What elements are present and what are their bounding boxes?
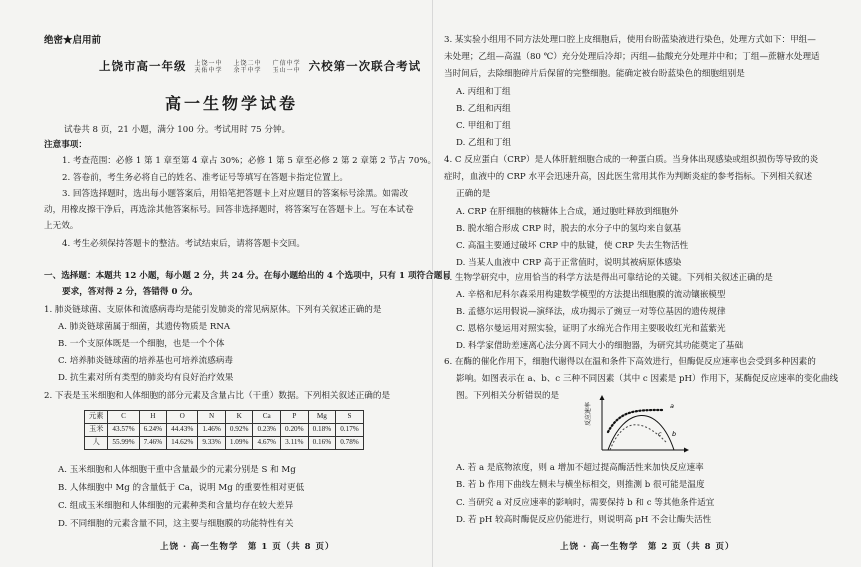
question-3-option: C. 甲组和丁组 — [456, 121, 511, 131]
question-1-option: B. 一个支原体既是一个细胞，也是一个个体 — [58, 339, 225, 349]
school-pair-2: 上饶二中 余干中学 — [233, 60, 262, 74]
question-6-stem: 影响。如图表示在 a、b、c 三种不同因素（其中 c 因素是 pH）作用下，某酶促反应速率的变化曲线 — [456, 374, 839, 384]
table-cell: 0.23% — [253, 424, 281, 437]
question-2-option: C. 组成玉米细胞和人体细胞的元素种类和含量均存在较大差异 — [58, 501, 294, 511]
school-pair-1: 上饶一中 天佑中学 — [194, 60, 223, 74]
exam-page-2 — [432, 0, 861, 567]
school-suffix: 六校第一次联合考试 — [308, 59, 422, 73]
table-cell: 3.11% — [281, 437, 309, 450]
curve-label-b: b — [672, 430, 677, 438]
section-1-heading: 要求，答对得 2 分，答错得 0 分。 — [62, 287, 198, 297]
question-4-stem: 4. C 反应蛋白（CRP）是人体肝脏细胞合成的一种蛋白质。当身体出现感染或组织损伤等导致的炎 — [444, 155, 819, 165]
y-axis-label: 反应速率 — [585, 401, 592, 427]
curve-label-c: c — [658, 430, 662, 438]
question-3-option: D. 乙组和丁组 — [456, 138, 512, 148]
table-cell: 0.92% — [225, 424, 253, 437]
question-5-option: D. 科学家借助差速离心法分离不同大小的细胞器，为研究其功能奠定了基础 — [456, 341, 744, 351]
notice-item: 上无效。 — [44, 221, 79, 231]
notice-item: 1. 考查范围：必修 1 第 1 章至第 4 章占 30%；必修 1 第 5 章至必修 2 第 2 章第 2 节占 70%。 — [62, 156, 437, 166]
table-cell: H — [139, 411, 167, 424]
question-6-option: A. 若 a 是底物浓度，则 a 增加不超过提高酶活性来加快反应速率 — [456, 463, 704, 473]
question-2-option: A. 玉米细胞和人体细胞干重中含量最少的元素分别是 S 和 Mg — [58, 465, 296, 475]
notice-title: 注意事项： — [44, 140, 87, 150]
table-cell: 14.62% — [167, 437, 198, 450]
table-cell: 6.24% — [139, 424, 167, 437]
question-6-stem: 图。下列相关分析错误的是 — [456, 391, 560, 401]
question-6-stem: 6. 在酶的催化作用下，细胞代谢得以在温和条件下高效进行，但酶促反应速率也会受到多种因素的 — [444, 357, 816, 367]
page-footer: 上饶 · 高一生物学 第 1 页（共 8 页） — [160, 542, 335, 552]
question-1-option: C. 培养肺炎链球菌的培养基也可培养流感病毒 — [58, 356, 234, 366]
table-cell: 1.09% — [225, 437, 253, 450]
question-2-stem: 2. 下表是玉米细胞和人体细胞的部分元素及含量占比（干重）数据。下列相关叙述正确的是 — [44, 391, 391, 401]
table-cell: N — [198, 411, 226, 424]
table-cell: O — [167, 411, 198, 424]
question-2-option: D. 不同细胞的元素含量不同，这主要与细胞膜的功能特性有关 — [58, 519, 294, 529]
question-3-option: A. 丙组和丁组 — [456, 87, 511, 97]
question-4-option: C. 高温主要通过破坏 CRP 中的肽键，使 CRP 失去生物活性 — [456, 241, 689, 251]
question-5-option: C. 恩格尔曼运用对照实验，证明了水绵光合作用主要吸收红光和蓝紫光 — [456, 324, 726, 334]
enzyme-rate-graph — [574, 392, 692, 458]
question-3-stem: 当时间后，去除细胞碎片后保留的完整细胞。能确定被台盼蓝染色的细胞组别是 — [444, 69, 745, 79]
school-pair-3: 广信中学 玉山一中 — [272, 60, 301, 74]
y-axis-arrow — [600, 395, 605, 400]
question-6-option: C. 当研究 a 对反应速率的影响时，需要保持 b 和 c 等其他条件适宜 — [456, 498, 715, 508]
question-3-option: B. 乙组和丙组 — [456, 104, 511, 114]
exam-title: 高一生物学试卷 — [165, 94, 299, 113]
table-row — [85, 437, 364, 450]
section-1-heading: 一、选择题：本题共 12 小题，每小题 2 分，共 24 分。在每小题给出的 4 个选项中，只有 1 项符合题目 — [44, 271, 451, 281]
element-table — [84, 410, 364, 450]
table-cell: S — [336, 411, 364, 424]
curve-label-a: a — [670, 402, 674, 410]
question-4-option: A. CRP 在肝细胞的核糖体上合成，通过胞吐释放到细胞外 — [456, 207, 679, 217]
question-1-option: A. 肺炎链球菌属于细菌，其遗传物质是 RNA — [58, 322, 231, 332]
question-6-option: B. 若 b 作用下曲线左侧未与横坐标相交，则推测 b 很可能是温度 — [456, 480, 705, 490]
question-5-option: B. 孟德尔运用假说—演绎法，成功揭示了豌豆一对等位基因的遗传规律 — [456, 307, 726, 317]
table-cell: 人 — [85, 437, 108, 450]
question-2-option: B. 人体细胞中 Mg 的含量低于 Ca，说明 Mg 的重要性相对更低 — [58, 483, 305, 493]
question-3-stem: 3. 某实验小组用不同方法处理口腔上皮细胞后，使用台盼蓝染液进行染色，处理方式如下：甲组— — [444, 35, 816, 45]
school-header — [99, 60, 421, 74]
table-cell: 44.43% — [167, 424, 198, 437]
table-row — [85, 424, 364, 437]
table-cell: 4.67% — [253, 437, 281, 450]
table-cell: 1.46% — [198, 424, 226, 437]
table-cell: 0.20% — [281, 424, 309, 437]
table-cell: C — [108, 411, 139, 424]
page-footer: 上饶 · 高一生物学 第 2 页（共 8 页） — [560, 542, 735, 552]
table-cell: 43.57% — [108, 424, 139, 437]
confidential-mark: 绝密★启用前 — [44, 35, 102, 46]
question-6-option: D. 若 pH 较高时酶促反应仍能进行，则说明高 pH 不会让酶失活性 — [456, 515, 712, 525]
question-1-option: D. 抗生素对所有类型的肺炎均有良好治疗效果 — [58, 373, 234, 383]
notice-item: 3. 回答选择题时，选出每小题答案后，用铅笔把答题卡上对应题目的答案标号涂黑。如需改 — [62, 189, 409, 199]
question-3-stem: 未处理；乙组—高温（80 ℃）充分处理后冷却；丙组—盐酸充分处理并中和；丁组—蔗糖水处理适 — [444, 52, 820, 62]
table-cell: 7.46% — [139, 437, 167, 450]
table-cell: 9.33% — [198, 437, 226, 450]
question-5-stem: 5. 生物学研究中，应用恰当的科学方法是得出可靠结论的关键。下列相关叙述正确的是 — [444, 273, 773, 283]
element-table-header — [85, 411, 364, 424]
notice-item: 动，用橡皮擦干净后，再选涂其他答案标号。回答非选择题时，将答案写在答题卡上。写在本试卷 — [44, 205, 414, 215]
question-4-option: D. 当某人血液中 CRP 高于正常值时，说明其被病原体感染 — [456, 258, 682, 268]
table-cell: 0.18% — [308, 424, 336, 437]
table-cell: 0.17% — [336, 424, 364, 437]
table-cell: 玉米 — [85, 424, 108, 437]
table-cell: Mg — [308, 411, 336, 424]
curve-a — [608, 410, 662, 432]
table-cell: Ca — [253, 411, 281, 424]
question-1-stem: 1. 肺炎链球菌、支原体和流感病毒均是能引发肺炎的常见病原体。下列有关叙述正确的是 — [44, 305, 382, 315]
table-cell: 55.99% — [108, 437, 139, 450]
question-4-stem: 症时，血液中的 CRP 水平会迅速升高，因此医生常用其作为判断炎症的参考指标。下列相关叙述 — [444, 172, 813, 182]
table-cell: 0.16% — [308, 437, 336, 450]
table-cell: P — [281, 411, 309, 424]
notice-item: 2. 答卷前，考生务必将自己的姓名、准考证号等填写在答题卡指定位置上。 — [62, 173, 348, 183]
table-cell: K — [225, 411, 253, 424]
notice-item: 4. 考生必须保持答题卡的整洁。考试结束后，请将答题卡交回。 — [62, 239, 305, 249]
table-cell: 0.78% — [336, 437, 364, 450]
exam-intro: 试卷共 8 页，21 小题，满分 100 分。考试用时 75 分钟。 — [64, 125, 291, 135]
x-axis-arrow — [684, 448, 689, 453]
table-cell: 元素 — [85, 411, 108, 424]
question-4-option: B. 脱水缩合形成 CRP 时，脱去的水分子中的氢均来自氨基 — [456, 224, 682, 234]
question-5-option: A. 辛格和尼科尔森采用构建数学模型的方法提出细胞膜的流动镶嵌模型 — [456, 290, 726, 300]
question-4-stem: 正确的是 — [456, 189, 491, 199]
school-prefix: 上饶市高一年级 — [99, 59, 187, 73]
